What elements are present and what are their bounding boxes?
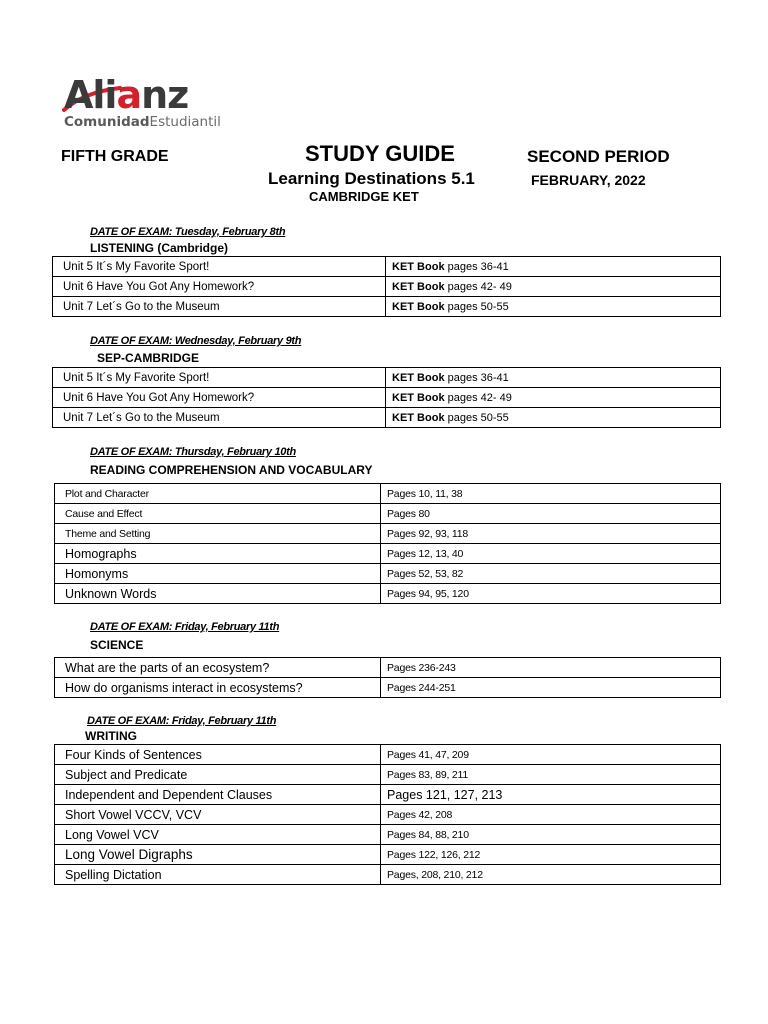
writing-table bbox=[54, 744, 721, 885]
section-title: LISTENING (Cambridge) bbox=[90, 241, 229, 255]
table-row bbox=[53, 388, 721, 408]
topic-cell: Cause and Effect bbox=[55, 504, 381, 524]
logo-wordmark: Alianz bbox=[64, 73, 189, 117]
pages-cell: Pages 10, 11, 38 bbox=[381, 484, 721, 504]
topic-cell: What are the parts of an ecosystem? bbox=[55, 658, 381, 678]
exam-date: DATE OF EXAM: Thursday, February 10th bbox=[90, 446, 296, 458]
table-row bbox=[55, 805, 721, 825]
month-label: FEBRUARY, 2022 bbox=[531, 172, 646, 188]
pages-cell: Pages 84, 88, 210 bbox=[381, 825, 721, 845]
topic-cell: Unit 7 Let´s Go to the Museum bbox=[53, 297, 386, 317]
pages-cell: Pages 122, 126, 212 bbox=[381, 845, 721, 865]
table-row bbox=[55, 825, 721, 845]
table-row bbox=[55, 564, 721, 584]
table-row bbox=[55, 484, 721, 504]
topic-cell: How do organisms interact in ecosystems? bbox=[55, 678, 381, 698]
topic-cell: Spelling Dictation bbox=[55, 865, 381, 885]
table-row bbox=[55, 765, 721, 785]
pages-cell: Pages 94, 95, 120 bbox=[381, 584, 721, 604]
topic-cell: Four Kinds of Sentences bbox=[55, 745, 381, 765]
exam-date: DATE OF EXAM: Friday, February 11th bbox=[90, 621, 280, 633]
topic-cell: Unknown Words bbox=[55, 584, 381, 604]
pages-cell: Pages, 208, 210, 212 bbox=[381, 865, 721, 885]
table-row bbox=[53, 257, 721, 277]
table-row bbox=[55, 865, 721, 885]
exam-date: DATE OF EXAM: Wednesday, February 9th bbox=[90, 335, 302, 347]
topic-cell: Unit 7 Let´s Go to the Museum bbox=[53, 408, 386, 428]
listening-table bbox=[52, 256, 721, 317]
pages-cell: Pages 244-251 bbox=[381, 678, 721, 698]
pages-cell: KET Book pages 36-41 bbox=[386, 257, 721, 277]
reading-table bbox=[54, 483, 721, 604]
table-row bbox=[55, 785, 721, 805]
pages-cell: KET Book pages 50-55 bbox=[386, 408, 721, 428]
topic-cell: Unit 5 It´s My Favorite Sport! bbox=[53, 257, 386, 277]
pages-cell: KET Book pages 36-41 bbox=[386, 368, 721, 388]
table-row bbox=[55, 524, 721, 544]
topic-cell: Independent and Dependent Clauses bbox=[55, 785, 381, 805]
table-row bbox=[55, 678, 721, 698]
topic-cell: Homonyms bbox=[55, 564, 381, 584]
alianz-logo bbox=[62, 72, 232, 134]
topic-cell: Subject and Predicate bbox=[55, 765, 381, 785]
logo-tagline: ComunidadEstudiantil bbox=[64, 114, 221, 130]
page-subtitle: Learning Destinations 5.1 bbox=[268, 169, 475, 188]
pages-cell: Pages 42, 208 bbox=[381, 805, 721, 825]
table-row bbox=[55, 504, 721, 524]
table-row bbox=[55, 584, 721, 604]
section-title: WRITING bbox=[85, 729, 137, 743]
pages-cell: Pages 52, 53, 82 bbox=[381, 564, 721, 584]
topic-cell: Plot and Character bbox=[55, 484, 381, 504]
pages-cell: Pages 121, 127, 213 bbox=[381, 785, 721, 805]
table-row bbox=[55, 658, 721, 678]
table-row bbox=[55, 745, 721, 765]
science-table bbox=[54, 657, 721, 698]
pages-cell: Pages 12, 13, 40 bbox=[381, 544, 721, 564]
sep-cambridge-table bbox=[52, 367, 721, 428]
topic-cell: Long Vowel Digraphs bbox=[55, 845, 381, 865]
section-title: SCIENCE bbox=[90, 638, 144, 652]
topic-cell: Homographs bbox=[55, 544, 381, 564]
pages-cell: Pages 80 bbox=[381, 504, 721, 524]
pages-cell: Pages 41, 47, 209 bbox=[381, 745, 721, 765]
section-title: SEP-CAMBRIDGE bbox=[97, 351, 200, 365]
grade-label: FIFTH GRADE bbox=[61, 148, 169, 165]
exam-type-label: CAMBRIDGE KET bbox=[309, 189, 419, 204]
table-row bbox=[53, 408, 721, 428]
pages-cell: Pages 83, 89, 211 bbox=[381, 765, 721, 785]
table-row bbox=[53, 368, 721, 388]
page-title: STUDY GUIDE bbox=[305, 141, 455, 166]
topic-cell: Short Vowel VCCV, VCV bbox=[55, 805, 381, 825]
table-row bbox=[53, 277, 721, 297]
pages-cell: Pages 92, 93, 118 bbox=[381, 524, 721, 544]
table-row bbox=[55, 845, 721, 865]
period-label: SECOND PERIOD bbox=[527, 147, 670, 166]
exam-date: DATE OF EXAM: Tuesday, February 8th bbox=[90, 226, 286, 238]
pages-cell: KET Book pages 42- 49 bbox=[386, 277, 721, 297]
pages-cell: Pages 236-243 bbox=[381, 658, 721, 678]
pages-cell: KET Book pages 42- 49 bbox=[386, 388, 721, 408]
section-title: READING COMPREHENSION AND VOCABULARY bbox=[90, 463, 373, 477]
topic-cell: Unit 6 Have You Got Any Homework? bbox=[53, 277, 386, 297]
exam-date: DATE OF EXAM: Friday, February 11th bbox=[87, 715, 277, 727]
table-row bbox=[55, 544, 721, 564]
topic-cell: Long Vowel VCV bbox=[55, 825, 381, 845]
pages-cell: KET Book pages 50-55 bbox=[386, 297, 721, 317]
table-row bbox=[53, 297, 721, 317]
topic-cell: Unit 6 Have You Got Any Homework? bbox=[53, 388, 386, 408]
topic-cell: Unit 5 It´s My Favorite Sport! bbox=[53, 368, 386, 388]
topic-cell: Theme and Setting bbox=[55, 524, 381, 544]
